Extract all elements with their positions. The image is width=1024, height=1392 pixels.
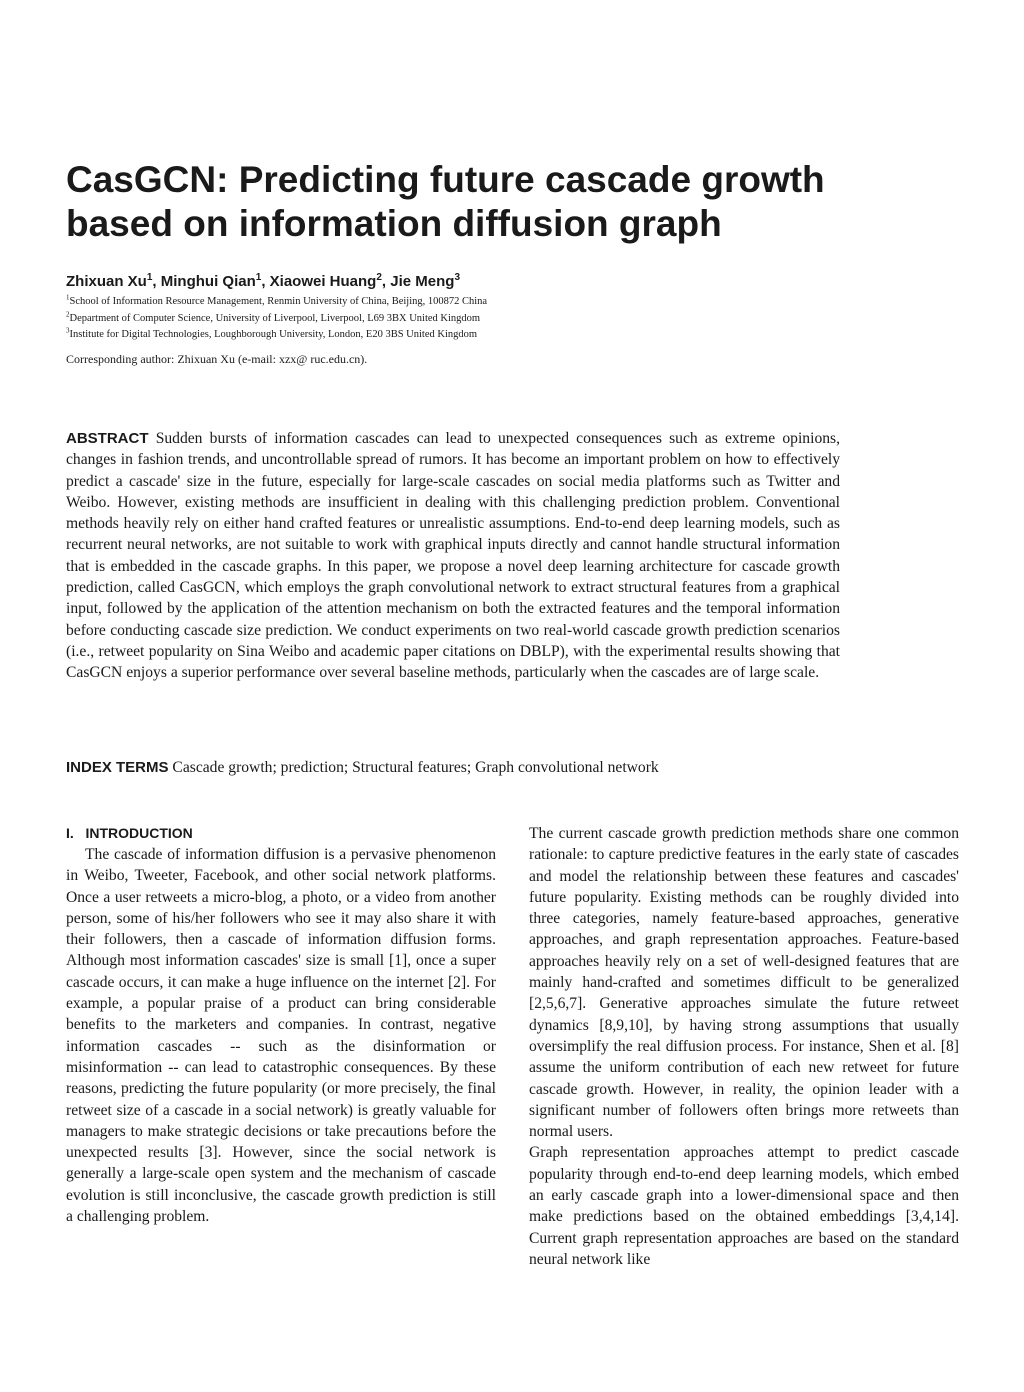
author-name: Xiaowei Huang bbox=[269, 273, 377, 290]
left-column bbox=[66, 823, 496, 1227]
title-line-2: based on information diffusion graph bbox=[66, 203, 722, 244]
abstract-text: Sudden bursts of information cascades can lead to unexpected consequences such as extreme opinions, changes in fashion trends, and uncontrollable spread of rumors. It has become an important problem on how to effectively predict a cascade' size in the future, especially for large-scale cascades on social media platforms such as Twitter and Weibo. However, existing methods are insufficient in dealing with this challenging prediction problem. Conventional methods heavily rely on either hand crafted features or unrealistic assumptions. End-to-end deep learning models, such as recurrent neural networks, are not suitable to work with graphical inputs directly and cannot handle structural information that is embedded in the cascade graphs. In this paper, we propose a novel deep learning architecture for cascade growth prediction, called CasGCN, which employs the graph convolutional network to extract structural features from a graphical input, followed by the application of the attention mechanism on both the extracted features and the temporal information before conducting cascade size prediction. We conduct experiments on two real-world cascade growth prediction scenarios (i.e., retweet popularity on Sina Weibo and academic paper citations on DBLP), with the experimental results showing that CasGCN enjoys a superior performance over several baseline methods, particularly when the cascades are of large scale. bbox=[66, 430, 840, 682]
author-list: Zhixuan Xu$^1$, Minghui Qian$^1$, Xiaowei Huang$^2$, Jie Meng$^3$ bbox=[66, 272, 460, 290]
author-name: Minghui Qian bbox=[160, 273, 256, 290]
author-name: Jie Meng bbox=[390, 273, 455, 290]
author-affil-mark: 2 bbox=[376, 272, 382, 283]
affiliation-item: $^2$Department of Computer Science, University of Liverpool, Liverpool, L69 3BX United Kingdom bbox=[66, 310, 481, 324]
affiliation-list bbox=[66, 294, 966, 344]
right-column bbox=[529, 823, 959, 1270]
intro-paragraph: The cascade of information diffusion is a pervasive phenomenon in Weibo, Tweeter, Facebook, and other social network platforms. Once a user retweets a micro-blog, a photo, or a video from another person, some of his/her followers who see it may also share it with their followers, then a cascade of information diffusion forms. Although most information cascades' size is small [1], once a super cascade occurs, it can make a huge influence on the internet [2]. For example, a popular praise of a product can bring considerable benefits to the marketers and companies. In contrast, negative information cascades -- such as the disinformation or misinformation -- can lead to catastrophic consequences. By these reasons, predicting the future popularity (or more precisely, the final retweet size of a cascade in a social network) is greatly valuable for managers to make strategic decisions or take precautions before the unexpected results [3]. However, since the social network is generally a large-scale open system and the mechanism of cascade evolution is still inconclusive, the cascade growth prediction is still a challenging problem. bbox=[66, 846, 496, 1226]
author-name: Zhixuan Xu bbox=[66, 273, 147, 290]
affiliation-item: $^3$Institute for Digital Technologies, Loughborough University, London, E20 3BS United Kingdom bbox=[66, 326, 478, 340]
intro-paragraph: The current cascade growth prediction methods share one common rationale: to capture predictive features in the early state of cascades and model the relationship between these features and cascades' future popularity. Existing methods can be roughly divided into three categories, namely feature-based approaches, generative approaches, and graph representation approaches. Feature-based approaches heavily rely on a set of well-designed features that are mainly hand-crafted and sometimes difficult to be generalized [2,5,6,7]. Generative approaches simulate the future retweet dynamics [8,9,10], by having strong assumptions that usually oversimplify the real diffusion process. For instance, Shen et al. [8] assume the uniform contribution of each new retweet for future cascade growth. However, in reality, the opinion leader with a significant number of followers often brings more retweets than normal users. bbox=[529, 825, 959, 1141]
intro-paragraph: Graph representation approaches attempt to predict cascade popularity through end-to-end deep learning models, which embed an early cascade graph into a lower-dimensional space and then make predictions based on the obtained embeddings [3,4,14]. Current graph representation approaches are based on the standard neural network like bbox=[529, 1144, 959, 1268]
author-affil-mark: 3 bbox=[454, 272, 460, 283]
affiliation-item: $^1$School of Information Resource Management, Renmin University of China, Beijing, 100872 China bbox=[66, 293, 488, 307]
index-terms bbox=[66, 757, 926, 778]
author-affil-mark: 1 bbox=[146, 272, 153, 283]
title-line-1: CasGCN: Predicting future cascade growth bbox=[66, 159, 825, 200]
paper-title bbox=[66, 158, 966, 246]
index-terms-text: Cascade growth; prediction; Structural features; Graph convolutional network bbox=[172, 759, 659, 776]
index-terms-label: INDEX TERMS bbox=[66, 759, 169, 776]
corresponding-author: Corresponding author: Zhixuan Xu (e-mail: xzx@ ruc.edu.cn). bbox=[66, 352, 368, 366]
abstract-label: ABSTRACT bbox=[66, 430, 149, 447]
section-heading-introduction: I. INTRODUCTION bbox=[66, 825, 193, 841]
abstract bbox=[66, 428, 840, 684]
author-affil-mark: 1 bbox=[255, 272, 262, 283]
